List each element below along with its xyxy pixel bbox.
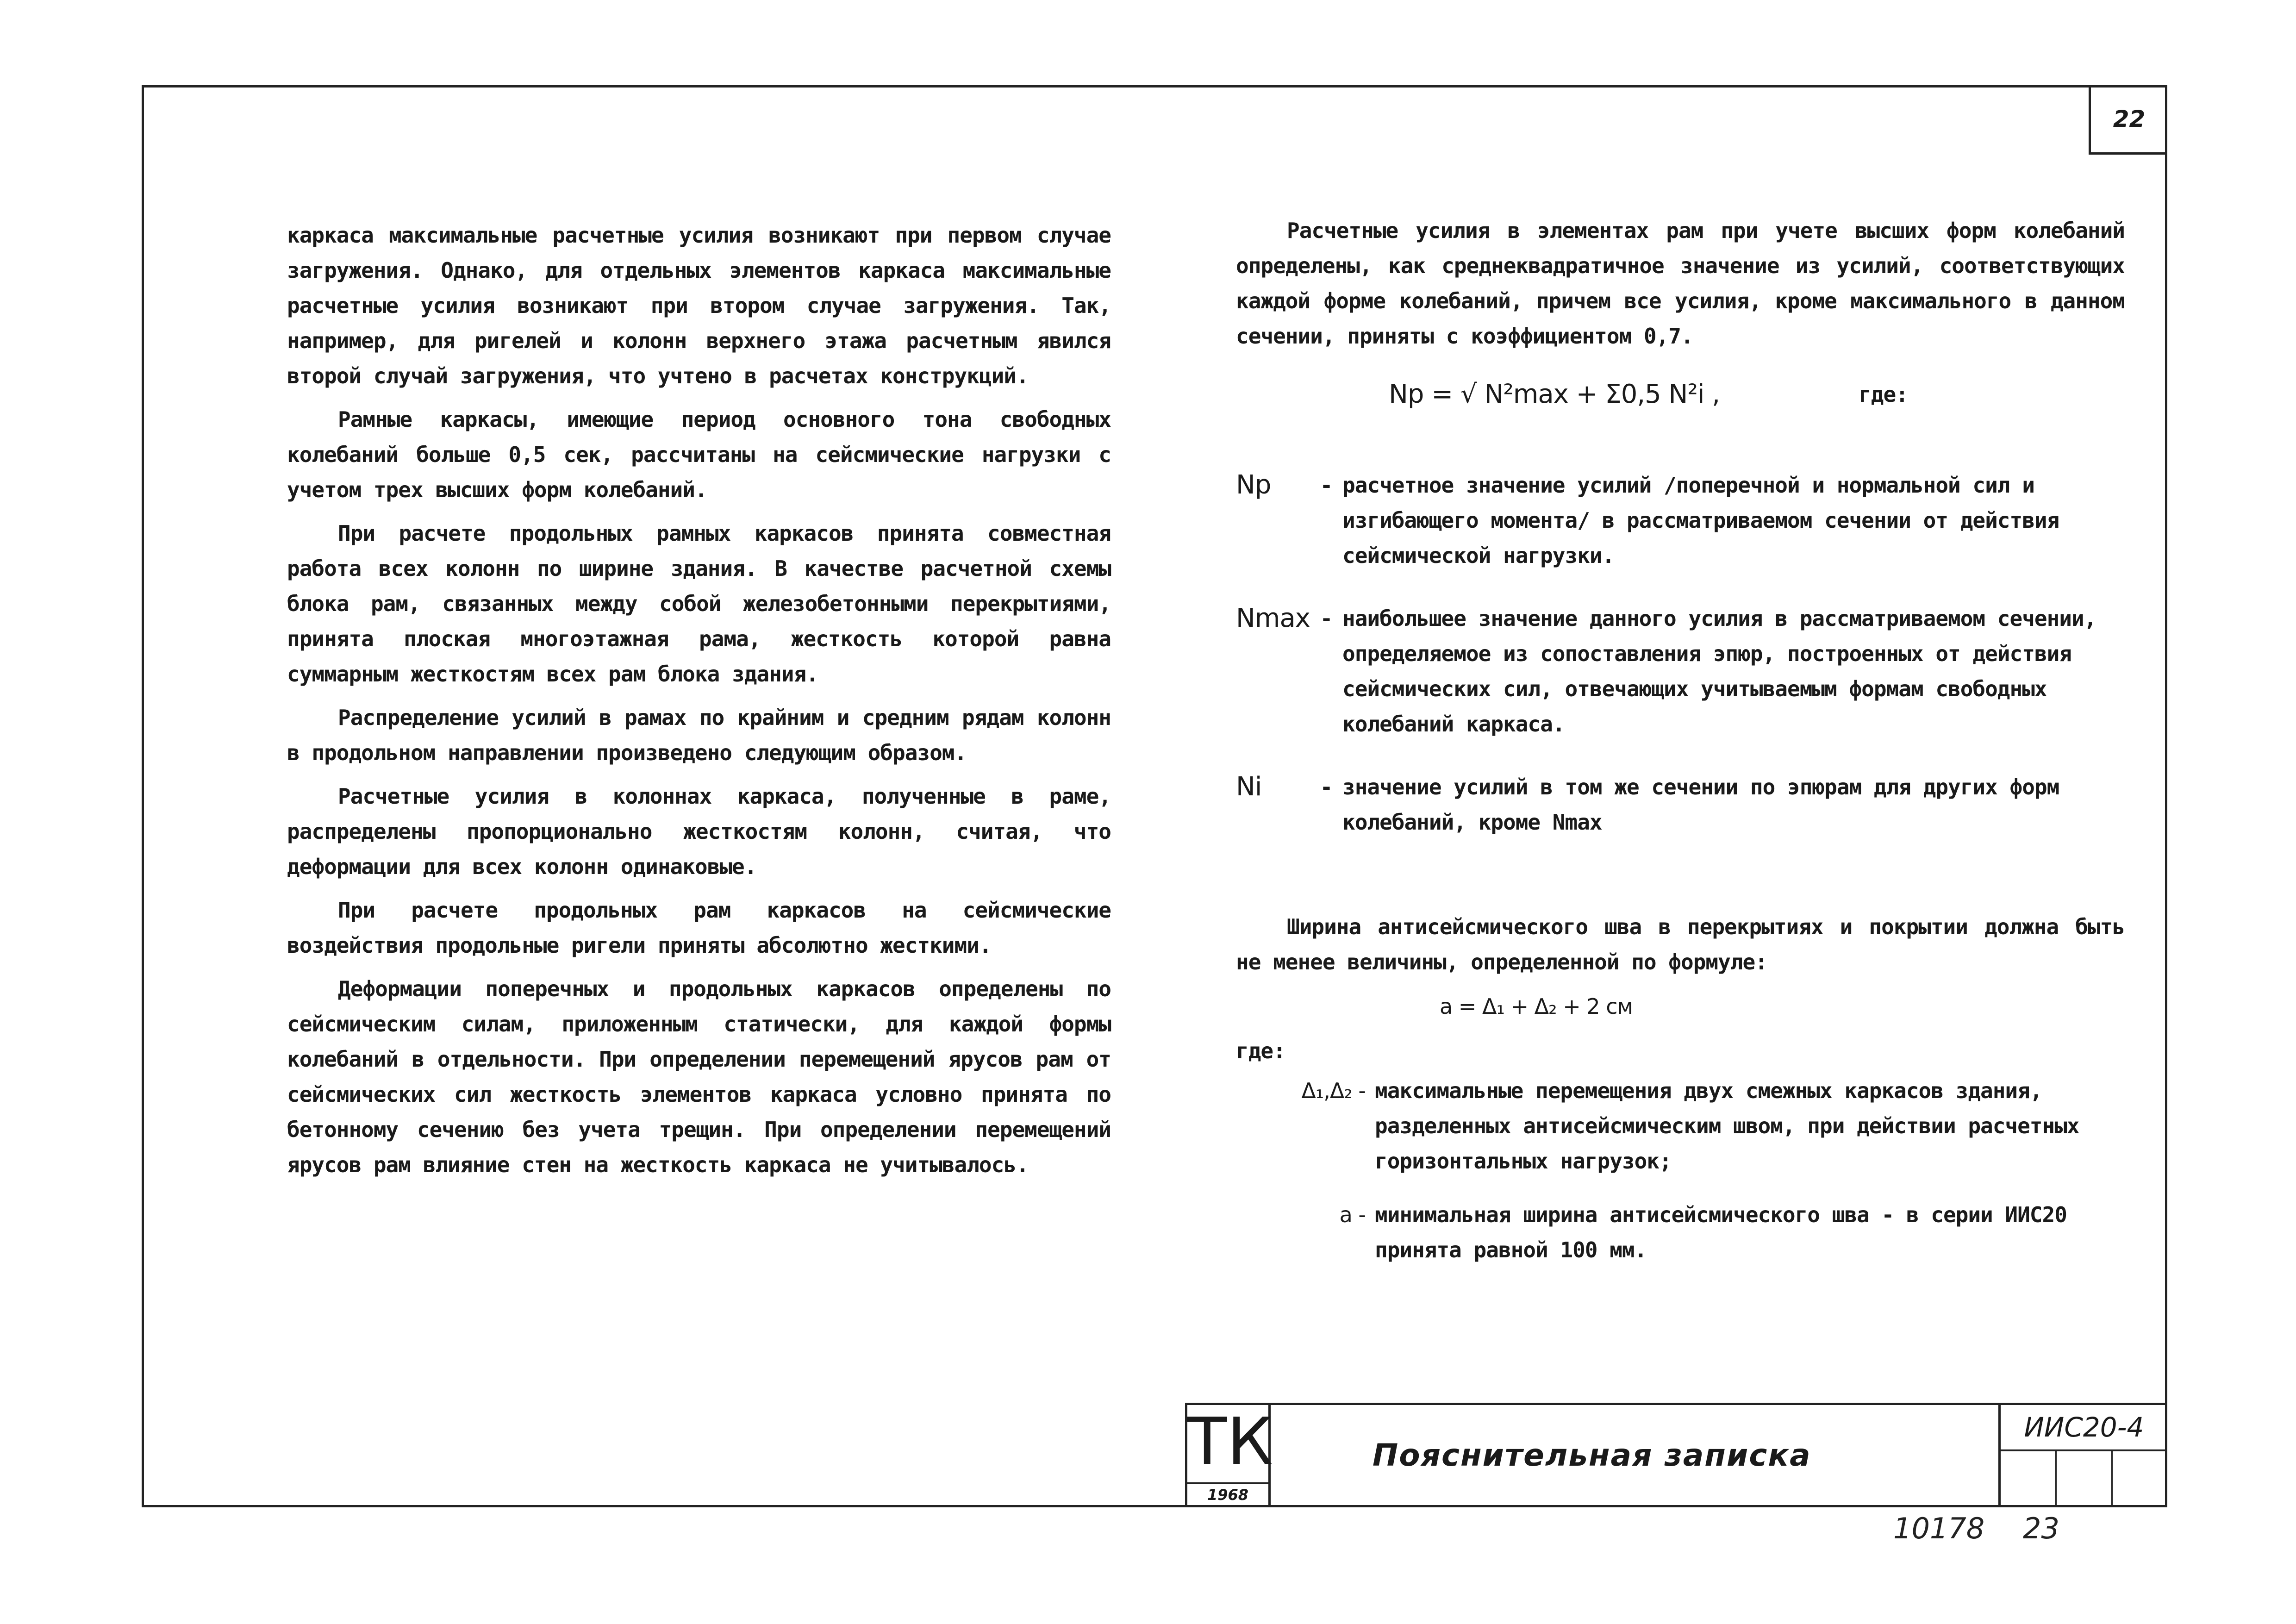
formula2-where-label: где: [1236,1038,1285,1063]
formula-np-expression: Nр = √ N²max + Σ0,5 N²i , [1389,379,1720,409]
formula-where-label: где: [1859,382,1908,407]
definition-symbol: a - [1339,1202,1366,1227]
definition-dash: - [1320,606,1333,631]
left-column [287,218,1111,1182]
document-title: Пояснительная записка [1373,1437,1811,1473]
tk-year: 1968 [1187,1482,1268,1504]
tk-logo-cell [1187,1405,1271,1507]
definition-text: расчетное значение усилий /поперечной и нормальной сил и изгибающего момента/ в рассматриваемом сечении от действия сейсмической нагрузки. [1342,473,2059,568]
formula-np [1389,377,2125,412]
series-code: ИИС20-4 [2001,1405,2167,1451]
paragraph: При расчете продольных рам каркасов на сейсмические воздействия продольные ригели приняты абсолютно жесткими. [287,898,1111,958]
intro-paragraph: Расчетные усилия в элементах рам при учете высших форм колебаний определены, как среднеквадратичное значение из усилий, соответствующих каждой форме колебаний, причем все усилия, кроме максимального в данном сечении, приняты с коэффициентом 0,7. [1236,218,2125,349]
definition-text: максимальные перемещения двух смежных каркасов здания, разделенных антисейсмическим швом, при действии расчетных горизонтальных нагрузок; [1375,1078,2079,1174]
right-column [1236,213,2125,1286]
paragraph: Расчетные усилия в колоннах каркаса, полученные в раме, распределены пропорционально жесткостям колонн, считая, что деформации для всех колонн одинаковые. [287,784,1111,879]
definition-symbol: Δ₁,Δ₂ - [1301,1078,1366,1103]
series-sub-cells [2001,1451,2167,1507]
definition-symbol: Nmax [1236,603,1310,633]
title-block [1185,1403,2167,1507]
page-number: 22 [2089,85,2167,155]
definition-text: наибольшее значение данного усилия в рассматриваемом сечении, определяемое из сопоставления эпюр, построенных от действия сейсмических сил, отвечающих учитываемым формам свободных колебаний каркаса. [1342,606,2096,737]
definition-symbol: Nр [1236,470,1271,500]
paragraph: Распределение усилий в рамах по крайним и средним рядам колонн в продольном направлении произведено следующим образом. [287,705,1111,765]
definition-text: значение усилий в том же сечении по эпюрам для других форм колебаний, кроме Nmax [1342,775,2059,835]
paragraph: Рамные каркасы, имеющие период основного тона свободных колебаний больше 0,5 сек, рассчитаны на сейсмические нагрузки с учетом трех высших форм колебаний. [287,407,1111,502]
definition-nmax [1236,601,2125,742]
definition-delta [1236,1073,2125,1179]
series-code-cell [1998,1405,2167,1507]
paragraph: При расчете продольных рамных каркасов принята совместная работа всех колонн по ширине здания. В качестве расчетной схемы блока рам, связанных между собой железобетонными перекрытиями, принята плоская многоэтажная рама, жесткость которой равна суммарным жесткостям всех рам блока здания. [287,521,1111,687]
definition-ni [1236,769,2125,840]
archive-number: 10178 [1893,1512,1985,1545]
sheet-number: 23 [2023,1512,2059,1545]
definition-np [1236,468,2125,573]
definition-text: минимальная ширина антисейсмического шва - в серии ИИС20 принята равной 100 мм. [1375,1202,2067,1262]
formula-seam: a = Δ₁ + Δ₂ + 2 см [1440,994,1633,1019]
paragraph: каркаса максимальные расчетные усилия возникают при первом случае загружения. Однако, для отдельных элементов каркаса максимальные расчетные усилия возникают при втором случае загружения. Так, например, для ригелей и колонн верхнего этажа расчетным явился второй случай загружения, что учтено в расчетах конструкций. [287,223,1111,388]
seam-paragraph: Ширина антисейсмического шва в перекрытиях и покрытии должна быть не менее величины, определенной по формуле: [1236,914,2125,974]
definition-symbol: Ni [1236,772,1262,802]
tk-logo: ТК [1187,1404,1273,1480]
definition-dash: - [1320,473,1333,498]
definition-a [1236,1197,2125,1268]
definition-dash: - [1320,775,1333,800]
paragraph: Деформации поперечных и продольных каркасов определены по сейсмическим силам, приложенным статически, для каждой формы колебаний в отдельности. При определении перемещений ярусов рам от сейсмических сил жесткость элементов каркаса условно принята по бетонному сечению без учета трещин. При определении перемещений ярусов рам влияние стен на жесткость каркаса не учитывалось. [287,976,1111,1177]
